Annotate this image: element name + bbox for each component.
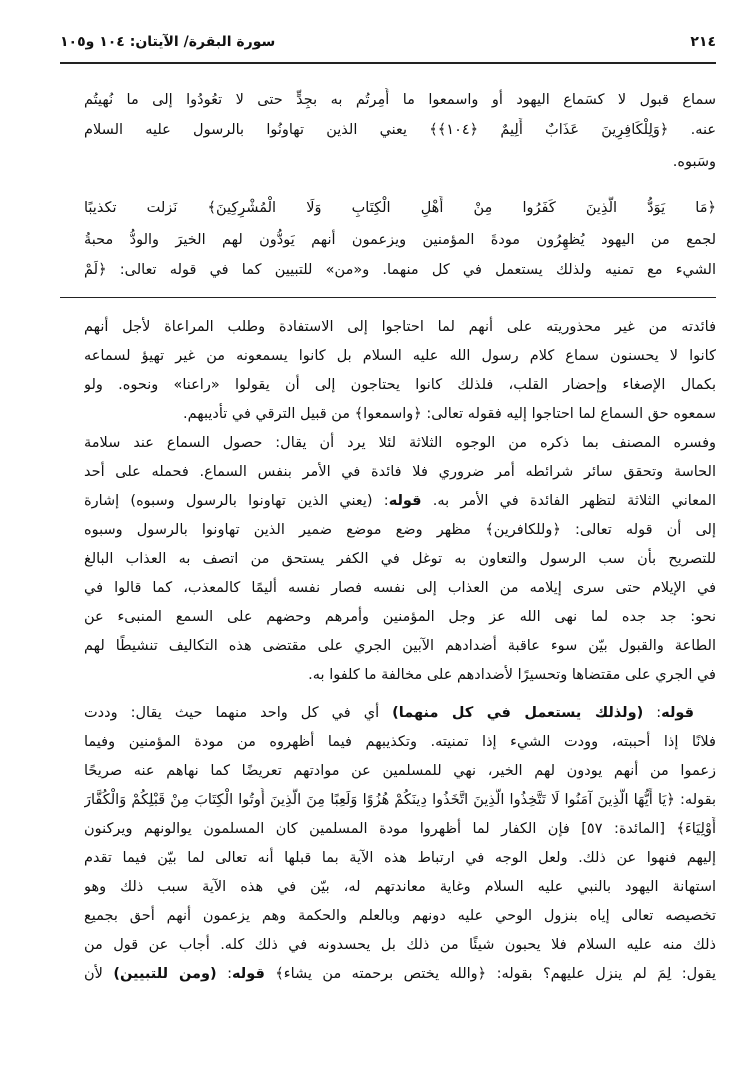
text-segment: ذلك منه عليه السلام فلا يحبون شيئًا من ذلك بل يحسدونه في ذلك كله. أجاب عن قول من: [84, 937, 716, 953]
text-segment: :: [216, 966, 232, 982]
text-line: [84, 518, 716, 542]
text-line: [84, 150, 716, 174]
text-line: [84, 933, 716, 957]
text-line: [84, 258, 716, 282]
text-line: [84, 460, 716, 484]
text-line: [84, 962, 716, 986]
text-segment: وفسره المصنف بما ذكره من الوجوه الثلاثة لئلا يرد أن يقال: حصول السماع عند سلامة: [84, 435, 716, 451]
bold-keyword: قوله: [388, 493, 422, 509]
text-segment: بقوله: ﴿يَا أَيُّهَا الَّذِينَ آمَنُوا لَا تَتَّخِذُوا الَّذِينَ اتَّخَذُوا دِينَكُمْ هُزُوًا وَلَعِبًا مِنَ الَّذِينَ أُوتُوا الْكِتَابَ مِنْ قَبْلِكُمْ وَالْكُفَّارَ: [84, 792, 716, 808]
text-segment: المعاني الثلاثة لتظهر الفائدة في الأمر به.: [421, 493, 716, 509]
text-line: [84, 817, 716, 841]
text-segment: إلى أن قوله تعالى: ﴿وللكافرين﴾ مظهر وضع موضع ضمير الذين تهاونوا بالرسول وسبوه: [84, 522, 716, 538]
text-line: [84, 196, 716, 220]
running-header: [60, 34, 716, 58]
text-line: [84, 730, 716, 754]
text-segment: :: [643, 705, 662, 721]
text-line: [84, 88, 716, 112]
bold-keyword: (ومن للتبيين): [113, 966, 217, 982]
text-segment: استهانة اليهود بالنبي عليه السلام وغاية معاندتهم له، بيّن في هذه الآية سبب ذلك وهو: [84, 879, 716, 895]
text-line: [84, 605, 716, 629]
text-segment: تخصيصه تعالى إياه بنزول الوحي عليه دونهم وبالعلم والحكمة وهم يزعمون أنهم أحق بجميع: [84, 908, 716, 924]
text-line: [84, 846, 716, 870]
bold-keyword: (ولذلك يستعمل في كل منهما): [392, 705, 644, 721]
text-segment: نحو: جد جده لما نهى الله عز وجل المؤمنين وأمرهم وحضهم على السمع المنبىء عن: [84, 609, 716, 625]
text-segment: في الإيلام حتى سرى إيلامه من العذاب إلى نفسه فصار نفسه أليمًا كالمعذب، كما قالوا في: [84, 580, 716, 596]
text-segment: للتصريح بأن سب الرسول والتعاون به توغل في الكفر يستحق من اتصف به العذاب البالغ: [84, 551, 716, 567]
text-segment: لأن: [84, 966, 114, 982]
text-segment: الطاعة والقبول بيّن سوء عاقبة أضدادهم الآبين الجري على مقتضى هذه التكاليف تنشيطًا لهم: [84, 638, 716, 654]
bold-keyword: قوله: [661, 705, 694, 721]
text-line: [84, 576, 716, 600]
footnote-separator: [60, 297, 716, 298]
header-rule: [60, 62, 716, 64]
text-segment: يقول: لِمَ لم ينزل عليهم؟ بقوله: ﴿والله يختص برحمته من يشاء﴾: [264, 966, 716, 982]
text-line: [84, 875, 716, 899]
text-line: [84, 547, 716, 571]
text-line: [84, 118, 716, 142]
text-segment: إليهم فنهوا عن ذلك. ولعل الوجه في ارتباط هذه الآية بما قبلها أنه تعالى لما بيّن فيما تقدم: [84, 850, 716, 866]
text-segment: عنه. ﴿وَلِلْكَافِرِينَ عَذَابٌ أَلِيمٌ ﴿١٠٤﴾﴾ يعني الذين تهاونُوا بالرسول عليه السلام: [84, 122, 716, 138]
text-segment: سماع قبول لا كسَماع اليهود أو واسمعوا ما أُمِرتُم به بجِدٍّ حتى لا تعُودُوا إلى ما نُهيتُم: [84, 92, 716, 108]
text-segment: في الجري على مقتضاها وتحسيرًا لأضدادهم على مخالفة ما كلفوا به.: [308, 667, 716, 683]
text-segment: الحاسة وتحقق سائر شرائطه أمر ضروري فلا فائدة في الأمر بنفس السماع. فحمله على أحد: [84, 464, 716, 480]
text-line: [84, 344, 716, 368]
header-title: سورة البقرة/ الآيتان: ١٠٤ و١٠٥: [60, 34, 276, 50]
page-number: ٢١٤: [690, 34, 716, 50]
text-line: [84, 489, 716, 513]
text-segment: لجمع من اليهود يُظهِرُون مودةَ المؤمنين ويزعمون أنهم يَودُّون لهم الخيرَ والودُّ محبةُ: [84, 232, 716, 248]
text-segment: سمعوه حق السماع لما احتاجوا إليه فقوله تعالى: ﴿واسمعوا﴾ من قبيل الترقي في تأديبهم.: [183, 406, 716, 422]
text-segment: كانوا لا يحسنون سماع كلام رسول الله عليه السلام بل كانوا يسمعونه من غير تهيؤ لسماعه: [84, 348, 716, 364]
text-line: [84, 402, 716, 426]
bold-keyword: قوله: [232, 966, 265, 982]
text-line: [84, 634, 716, 658]
text-segment: وسَبوه.: [672, 154, 716, 170]
text-segment: الشيء مع تمنيه ولذلك يستعمل في كل منهما. و«من» للتبيين كما في قوله تعالى: ﴿لَمْ: [84, 262, 716, 278]
text-line: [84, 315, 716, 339]
text-segment: زعموا من أنهم يودون لهم الخير، نهي للمسلمين عن موادتهم تعريضًا كما نهاهم عنه صريحًا: [84, 763, 716, 779]
text-segment: بكمال الإصغاء وإحضار القلب، فلذلك كانوا يحتاجون إلى أن يقولوا «راعنا» ونحوه. ولو: [84, 377, 716, 393]
text-line: [84, 431, 716, 455]
text-line: [84, 701, 694, 725]
text-line: [84, 759, 716, 783]
text-segment: : (يعني الذين تهاونوا بالرسول وسبوه) إشارة: [84, 493, 389, 509]
text-line: [84, 663, 716, 687]
text-line: [84, 373, 716, 397]
text-segment: فلانًا إذا أحببته، وودت الشيء إذا تمنيته. وتكذيبهم فيما أظهروه من مودة المؤمنين وفيما: [84, 734, 716, 750]
text-line: [84, 228, 716, 252]
text-segment: أي في كل واحد منهما حيث يقال: وددت: [84, 705, 393, 721]
text-segment: فائدته من غير محذوريته على أنهم لما احتاجوا إلى الاستفادة وطلب المراعاة لأجل أنهم: [84, 319, 716, 335]
text-line: [84, 904, 716, 928]
text-segment: ﴿مَا يَوَدُّ الَّذِينَ كَفَرُوا مِنْ أَهْلِ الْكِتَابِ وَلَا الْمُشْرِكِينَ﴾ نَزلت تكذيبًا: [84, 200, 716, 216]
text-line: [84, 788, 716, 812]
text-segment: أَوْلِيَاءَ﴾ [المائدة: ٥٧] فإن الكفار لما أظهروا مودة المسلمين كان المسلمون يوالونهم ويركنون: [84, 821, 716, 837]
